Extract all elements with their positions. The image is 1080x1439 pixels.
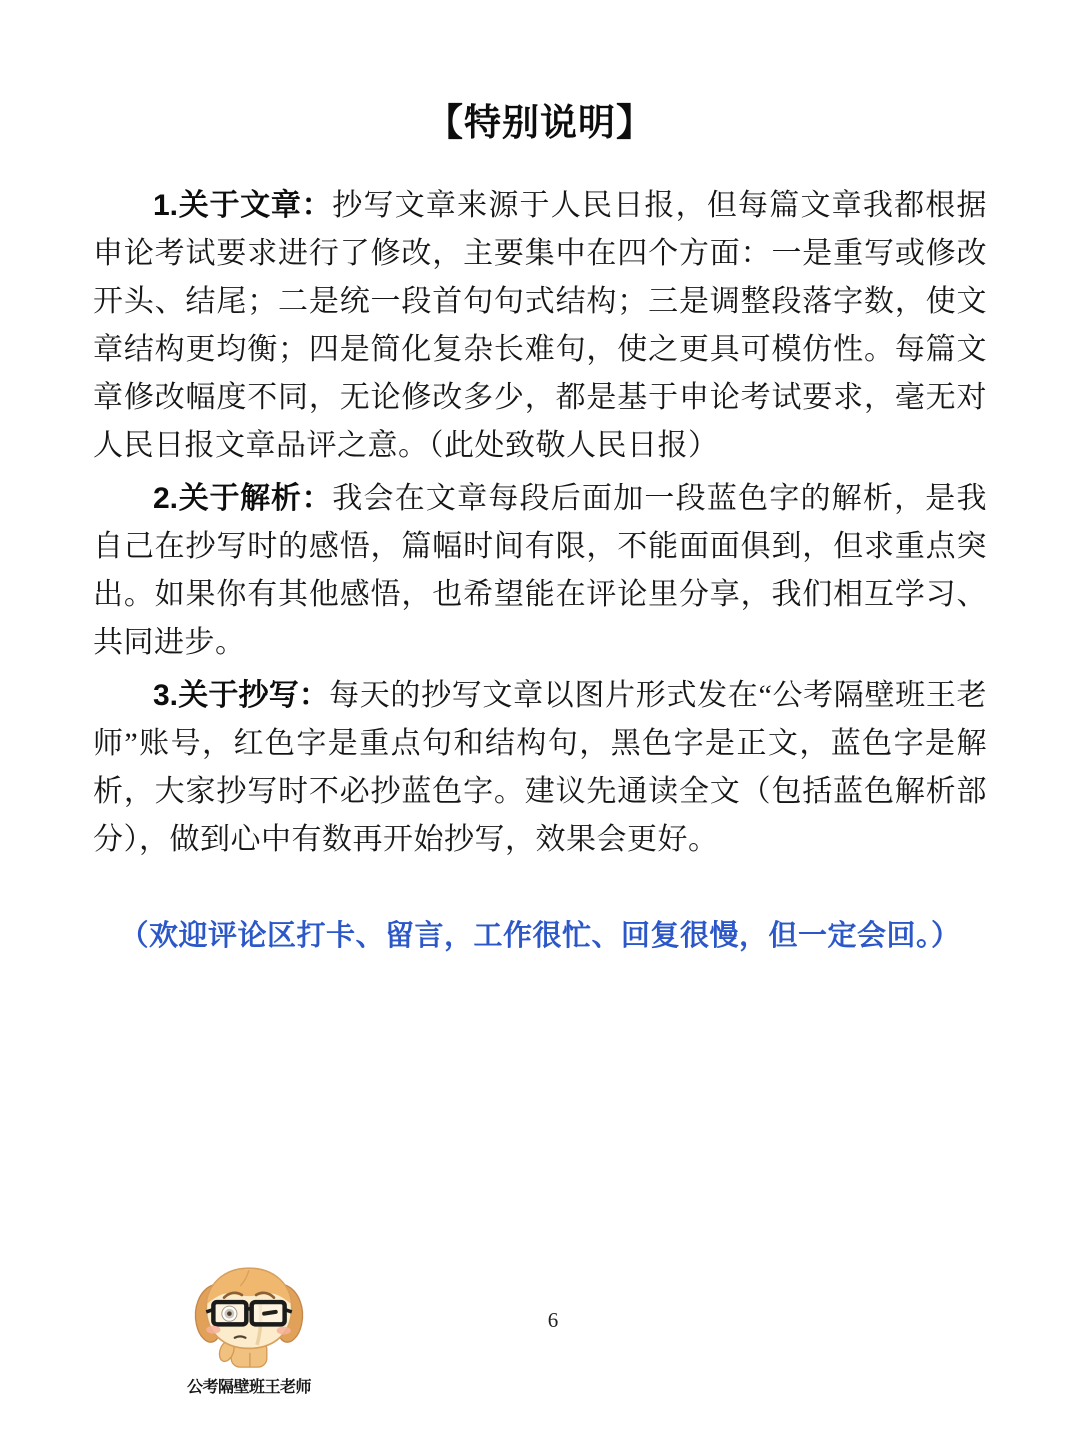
paragraph-about-analysis — [93, 475, 987, 667]
page-title: 【特别说明】 — [426, 102, 654, 143]
paragraph-lead-1: 1.关于文章： — [153, 189, 333, 222]
mascot-label: 公考隔壁班王老师 — [186, 1379, 311, 1396]
paragraph-lead-2: 2.关于解析： — [153, 482, 333, 515]
page-number: 6 — [547, 1308, 559, 1332]
body-text-block — [0, 146, 1080, 864]
paragraph-text-1: 抄写文章来源于人民日报，但每篇文章我都根据申论考试要求进行了修改，主要集中在四个方面：一是重写或修改开头、结尾；二是统一段首句句式结构；三是调整段落字数，使文章结构更均衡；四是简化复杂长难句，使之更具可模仿性。每篇文章修改幅度不同，无论修改多少，都是基于申论考试要求，毫无对人民日报文章品评之意。（此处致敬人民日报） — [93, 189, 988, 462]
paragraph-text-3: 每天的抄写文章以图片形式发在“公考隔壁班王老师”账号，红色字是重点句和结构句，黑色字是正文，蓝色字是解析，大家抄写时不必抄蓝色字。建议先通读全文（包括蓝色解析部分），做到心中有数再开始抄写，效果会更好。 — [93, 679, 987, 856]
comment-welcome-note: （欢迎评论区打卡、留言，工作很忙、回复很慢，但一定会回。） — [119, 920, 961, 952]
paragraph-about-article — [93, 182, 987, 470]
paragraph-about-copying — [93, 672, 987, 864]
paragraph-lead-3: 3.关于抄写： — [153, 679, 330, 712]
paragraph-text-2: 我会在文章每段后面加一段蓝色字的解析，是我自己在抄写时的感悟，篇幅时间有限，不能面面俱到，但求重点突出。如果你有其他感悟，也希望能在评论里分享，我们相互学习、共同进步。 — [93, 482, 988, 659]
